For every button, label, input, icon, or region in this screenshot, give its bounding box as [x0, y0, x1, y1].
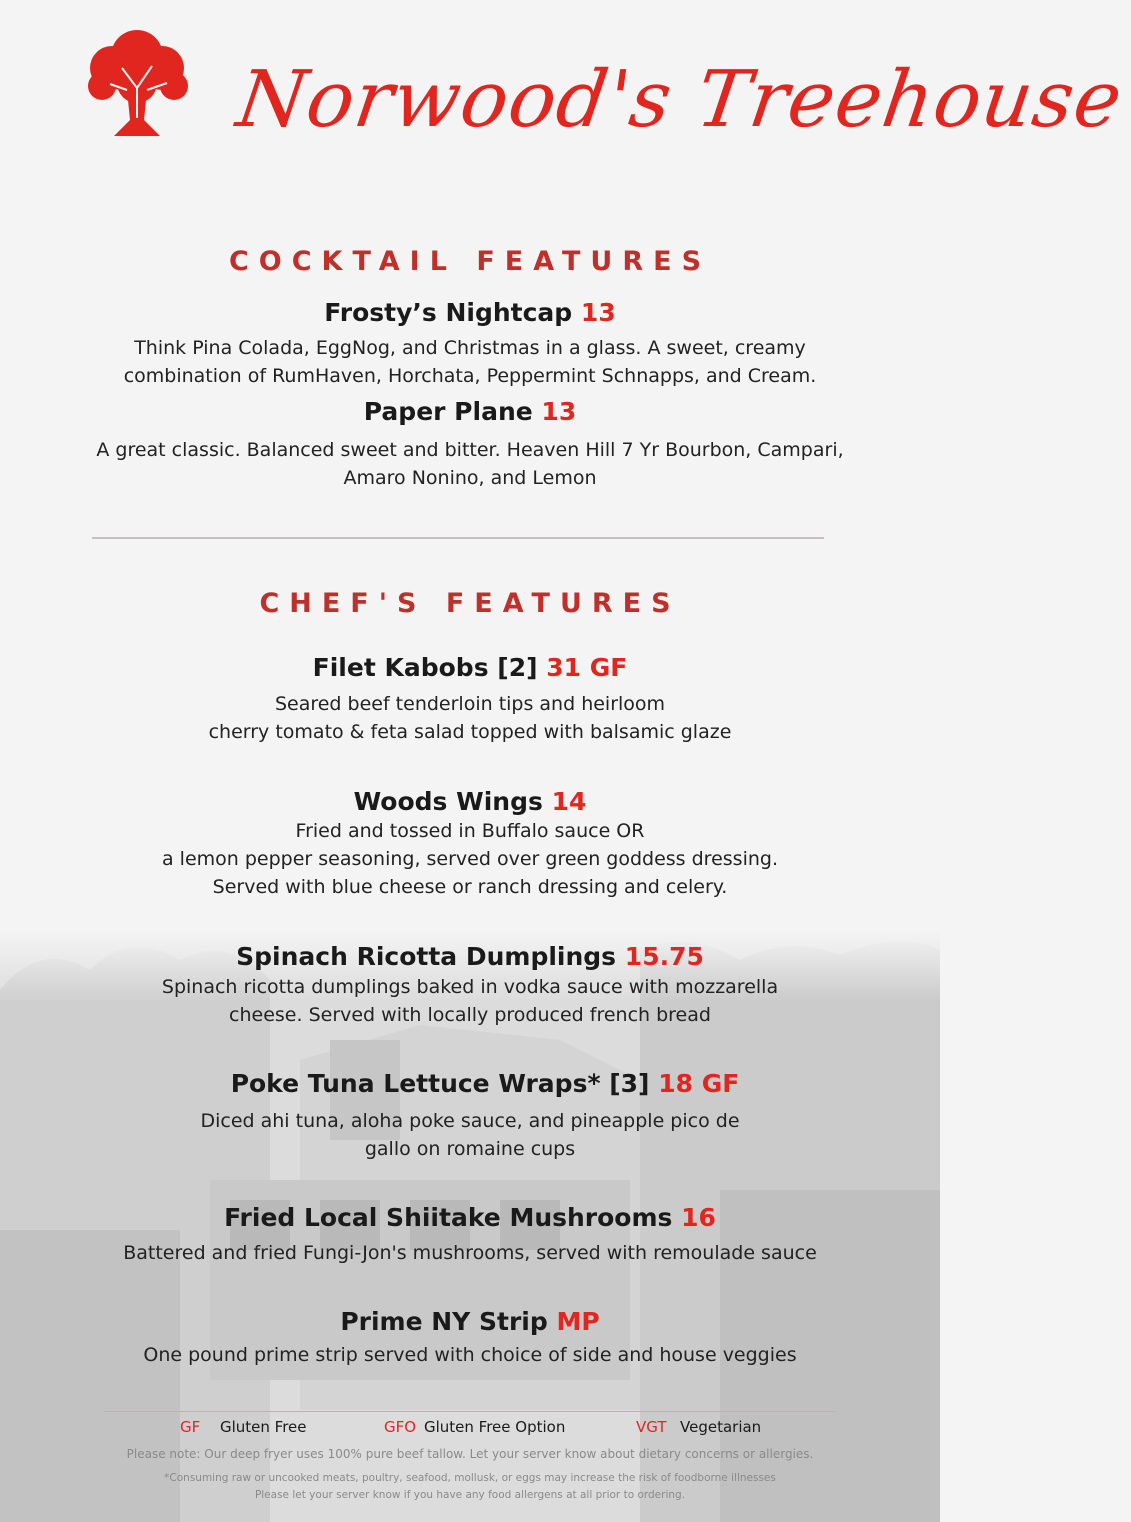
- menu-item-name: [0, 1069, 940, 1098]
- item-title: Filet Kabobs [2]: [312, 653, 538, 682]
- item-title: Poke Tuna Lettuce Wraps* [3]: [230, 1069, 650, 1098]
- chefs-features-title: CHEF'S FEATURES: [259, 588, 681, 619]
- item-price: 13: [580, 298, 616, 327]
- legend-code: GFO: [384, 1418, 417, 1436]
- item-price: 13: [541, 397, 577, 426]
- menu-item-name: [0, 653, 940, 682]
- menu-item-name: [0, 298, 940, 327]
- header: [0, 0, 1128, 190]
- cocktail-features-title: COCKTAIL FEATURES: [228, 246, 712, 277]
- menu-item-name: [0, 942, 940, 971]
- item-price: 14: [551, 787, 587, 816]
- menu-item-description: Battered and fried Fungi-Jon's mushrooms, served with remoulade sauce: [123, 1242, 817, 1264]
- legend-label: Gluten Free: [220, 1418, 307, 1436]
- food-warning: [0, 1470, 940, 1504]
- item-title: Prime NY Strip: [340, 1307, 548, 1336]
- item-price: MP: [556, 1307, 600, 1336]
- item-price: 31 GF: [546, 653, 628, 682]
- menu-item-description: A great classic. Balanced sweet and bitter. Heaven Hill 7 Yr Bourbon, Campari, Amaro Nonino, and Lemon: [96, 439, 844, 489]
- menu-item-description: Spinach ricotta dumplings baked in vodka sauce with mozzarella cheese. Served with locally produced french bread: [161, 976, 779, 1026]
- menu-item-name: [0, 1307, 940, 1336]
- menu-item-name: [0, 397, 940, 426]
- legend-label: Vegetarian: [680, 1418, 762, 1436]
- section-divider: [92, 537, 824, 539]
- item-title: Paper Plane: [363, 397, 533, 426]
- legend-label: Gluten Free Option: [424, 1418, 566, 1436]
- item-title: Fried Local Shiitake Mushrooms: [224, 1203, 673, 1232]
- item-title: Woods Wings: [353, 787, 543, 816]
- menu-item-name: [0, 1203, 940, 1232]
- item-price: 18 GF: [658, 1069, 740, 1098]
- menu-item-description: Seared beef tenderloin tips and heirloom cherry tomato & feta salad topped with balsamic glaze: [208, 693, 732, 743]
- menu-item-description: One pound prime strip served with choice of side and house veggies: [143, 1344, 797, 1366]
- item-title: Spinach Ricotta Dumplings: [236, 942, 617, 971]
- food-warning-line: Please let your server know if you have any food allergens at all prior to ordering.: [254, 1489, 686, 1501]
- food-warning-line: *Consuming raw or uncooked meats, poultry, seafood, mollusk, or eggs may increase the risk of foodborne illnesses: [164, 1472, 776, 1484]
- fryer-note: Please note: Our deep fryer uses 100% pure beef tallow. Let your server know about dietary concerns or allergies.: [126, 1447, 814, 1461]
- legend-code: VGT: [636, 1418, 667, 1436]
- item-title: Frosty’s Nightcap: [324, 298, 573, 327]
- tree-logo-icon: [82, 28, 192, 143]
- item-price: 15.75: [624, 942, 704, 971]
- item-price: 16: [681, 1203, 716, 1232]
- dietary-legend: [0, 1418, 940, 1440]
- footer-divider: [104, 1411, 836, 1412]
- legend-code: GF: [180, 1418, 201, 1436]
- restaurant-name: Norwood's Treehouse: [231, 55, 1128, 145]
- menu-item-name: [0, 787, 940, 816]
- menu-item-description: Think Pina Colada, EggNog, and Christmas in a glass. A sweet, creamy combination of RumHaven, Horchata, Peppermint Schnapps, and Cream.: [123, 337, 817, 387]
- menu-item-description: Diced ahi tuna, aloha poke sauce, and pineapple pico de gallo on romaine cups: [200, 1110, 740, 1160]
- menu-item-description: Fried and tossed in Buffalo sauce OR a lemon pepper seasoning, served over green goddess dressing. Served with blue cheese or ranch dressing and celery.: [162, 820, 778, 898]
